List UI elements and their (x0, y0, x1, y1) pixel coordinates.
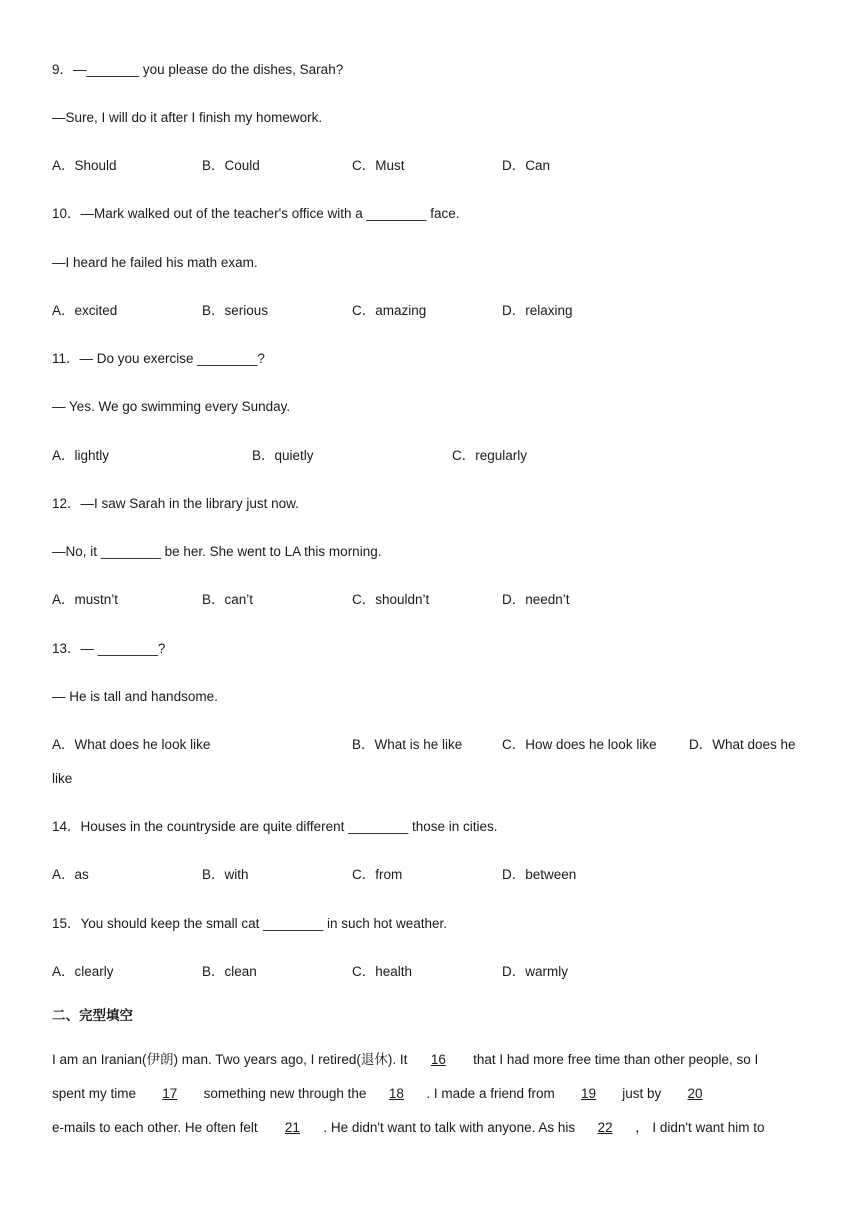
q15-option-d[interactable]: D．warmly (502, 964, 568, 979)
question-14-stem: 14．Houses in the countryside are quite different ________ those in cities. (52, 819, 498, 834)
question-10-reply: —I heard he failed his math exam. (52, 255, 258, 270)
q11-option-c[interactable]: C．regularly (452, 448, 528, 463)
q11-option-a[interactable]: A．lightly (52, 448, 110, 463)
question-9-stem: 9．—_______ you please do the dishes, Sarah? (52, 62, 344, 77)
passage-text: . I made a friend from (426, 1086, 555, 1101)
passage-line-2 (52, 1085, 725, 1103)
q14-option-d[interactable]: D．between (502, 867, 577, 882)
question-11-stem: 11．— Do you exercise ________? (52, 351, 265, 366)
blank-17[interactable]: 17 (162, 1086, 178, 1101)
q13-option-c[interactable]: C．How does he look like (502, 737, 657, 752)
q9-option-c[interactable]: C．Must (352, 158, 405, 173)
passage-text: that I had more free time than other people, so I (473, 1052, 759, 1067)
q9-option-d[interactable]: D．Can (502, 158, 551, 173)
q14-option-c[interactable]: C．from (352, 867, 403, 882)
q10-option-b[interactable]: B．serious (202, 303, 269, 318)
question-13-reply: — He is tall and handsome. (52, 689, 218, 704)
q14-option-a[interactable]: A．as (52, 867, 89, 882)
passage-line-1 (52, 1051, 758, 1069)
passage-text: I am an Iranian(伊朗) man. Two years ago, I retired(退休). It (52, 1052, 408, 1067)
blank-19[interactable]: 19 (580, 1086, 597, 1101)
q9-option-b[interactable]: B．Could (202, 158, 260, 173)
q10-option-d[interactable]: D．relaxing (502, 303, 573, 318)
question-11-reply: — Yes. We go swimming every Sunday. (52, 399, 291, 414)
q12-option-d[interactable]: D．needn’t (502, 592, 570, 607)
passage-text: spent my time (52, 1086, 137, 1101)
blank-22[interactable]: 22 (597, 1120, 613, 1135)
passage-text: . He didn't want to talk with anyone. As his (323, 1120, 576, 1135)
q13-option-a[interactable]: A．What does he look like (52, 737, 211, 752)
passage-text: something new through the (203, 1086, 367, 1101)
q9-option-a[interactable]: A．Should (52, 158, 117, 173)
q12-option-b[interactable]: B．can’t (202, 592, 254, 607)
question-10-stem: 10．—Mark walked out of the teacher's office with a ________ face. (52, 206, 460, 221)
q11-option-b[interactable]: B．quietly (252, 448, 314, 463)
q12-option-a[interactable]: A．mustn’t (52, 592, 119, 607)
q15-option-a[interactable]: A．clearly (52, 964, 114, 979)
q12-option-c[interactable]: C．shouldn’t (352, 592, 430, 607)
passage-text: e-mails to each other. He often felt (52, 1120, 258, 1135)
question-15-stem: 15．You should keep the small cat ________ in such hot weather. (52, 916, 448, 931)
blank-20[interactable]: 20 (687, 1086, 703, 1101)
q15-option-c[interactable]: C．health (352, 964, 413, 979)
blank-21[interactable]: 21 (284, 1120, 300, 1135)
q10-option-a[interactable]: A．excited (52, 303, 118, 318)
q14-option-b[interactable]: B．with (202, 867, 249, 882)
question-12-reply: —No, it ________ be her. She went to LA this morning. (52, 544, 382, 559)
q13-option-d-wrap: like (52, 771, 73, 786)
q10-option-c[interactable]: C．amazing (352, 303, 427, 318)
passage-line-3 (52, 1119, 765, 1137)
blank-16[interactable]: 16 (430, 1052, 446, 1067)
passage-text: ， I didn't want him to (635, 1120, 765, 1135)
q13-option-d[interactable]: D．What does he (689, 737, 796, 752)
question-13-stem: 13．— ________? (52, 641, 166, 656)
passage-text: just by (622, 1086, 662, 1101)
blank-18[interactable]: 18 (388, 1086, 404, 1101)
question-9-reply: —Sure, I will do it after I finish my homework. (52, 110, 323, 125)
question-12-stem: 12．—I saw Sarah in the library just now. (52, 496, 299, 511)
section-heading-cloze: 二、完型填空 (52, 1008, 133, 1023)
q13-option-b[interactable]: B．What is he like (352, 737, 463, 752)
q15-option-b[interactable]: B．clean (202, 964, 257, 979)
